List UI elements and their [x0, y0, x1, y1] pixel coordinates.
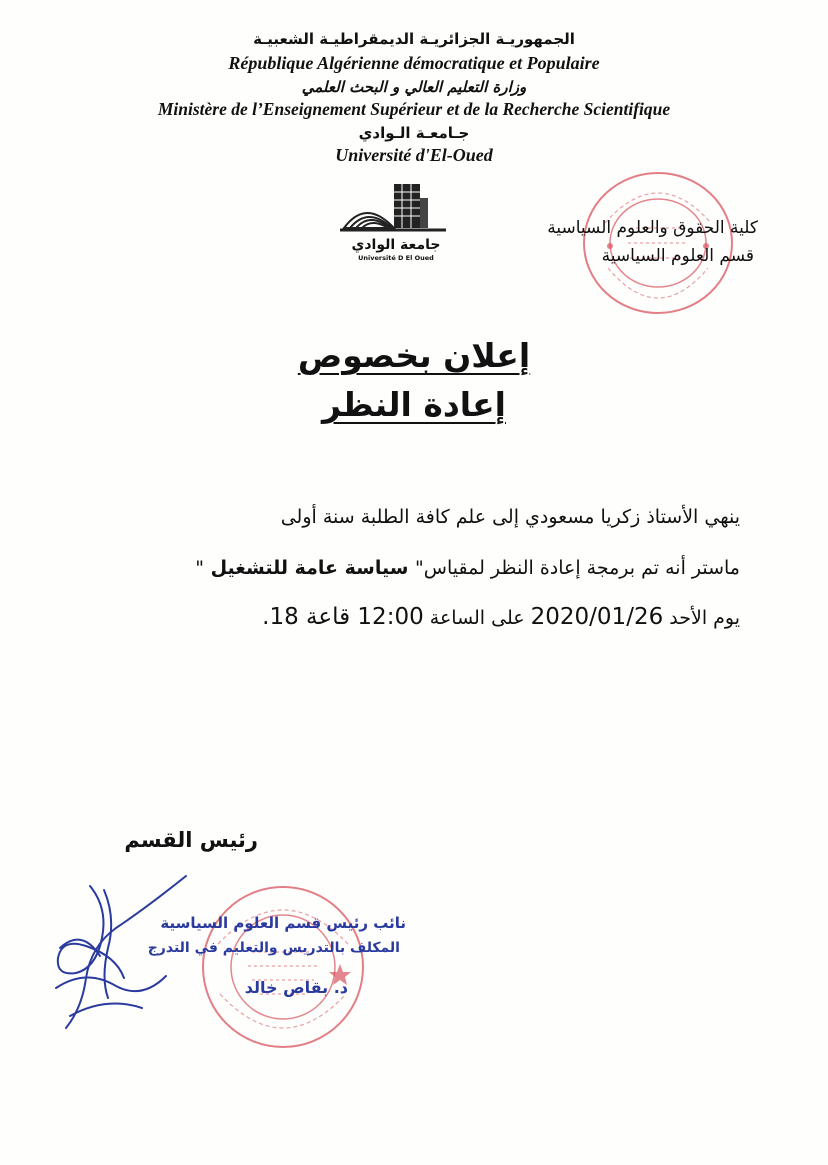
ministry-french: Ministère de l’Enseignement Supérieur et de la Recherche Scientifique: [157, 99, 671, 119]
exam-time: 12:00: [357, 604, 424, 630]
exam-date: 2020/01/26: [530, 604, 664, 630]
exam-day: يوم الأحد: [663, 607, 740, 629]
body-line-2: [195, 557, 740, 579]
faculty-block: [547, 214, 758, 270]
republic-french: République Algérienne démocratique et Populaire: [228, 53, 600, 73]
university-arabic: جـامعـة الـوادي: [358, 124, 470, 142]
university-logo: [336, 178, 456, 264]
logo-name-french: Université D El Oued: [358, 254, 434, 262]
signer-name: د. بقاص خالد: [244, 978, 348, 997]
body-line-1: ينهي الأستاذ زكريا مسعودي إلى علم كافة الطلبة سنة أولى: [280, 506, 740, 528]
ministry-arabic: وزارة التعليم العالي و البحث العلمي: [301, 78, 527, 96]
announcement-subtitle: [0, 385, 828, 424]
exam-room: قاعة 18.: [262, 604, 358, 630]
handwritten-signature-icon: [46, 868, 206, 1038]
republic-arabic: الجمهوريـة الجزائريـة الديمقراطيـة الشعبيـة: [253, 30, 575, 48]
department-name: قسم العلوم السياسية: [601, 246, 754, 266]
body-line-2-suffix: ": [195, 557, 204, 579]
title-line-2: إعادة النظر: [322, 385, 506, 424]
official-stamp-icon: [200, 884, 366, 1050]
announcement-title: [0, 336, 828, 375]
university-french: Université d'El-Oued: [335, 145, 493, 165]
exam-time-label: على الساعة: [423, 607, 531, 629]
body-line-2-prefix: ماستر أنه تم برمجة إعادة النظر لمقياس": [415, 557, 740, 579]
signer-role-line-1: نائب رئيس قسم العلوم السياسية: [160, 914, 406, 932]
faculty-name: كلية الحقوق والعلوم السياسية: [547, 218, 758, 238]
course-name: سياسة عامة للتشغيل: [203, 557, 416, 579]
logo-name-arabic: جامعة الوادي: [351, 237, 441, 253]
body-line-3: [262, 604, 740, 630]
signer-title: رئيس القسم: [124, 828, 258, 852]
signer-role-line-2: المكلف بالتدريس والتعليم في التدرج: [147, 940, 400, 956]
title-line-1: إعلان بخصوص: [297, 336, 531, 375]
